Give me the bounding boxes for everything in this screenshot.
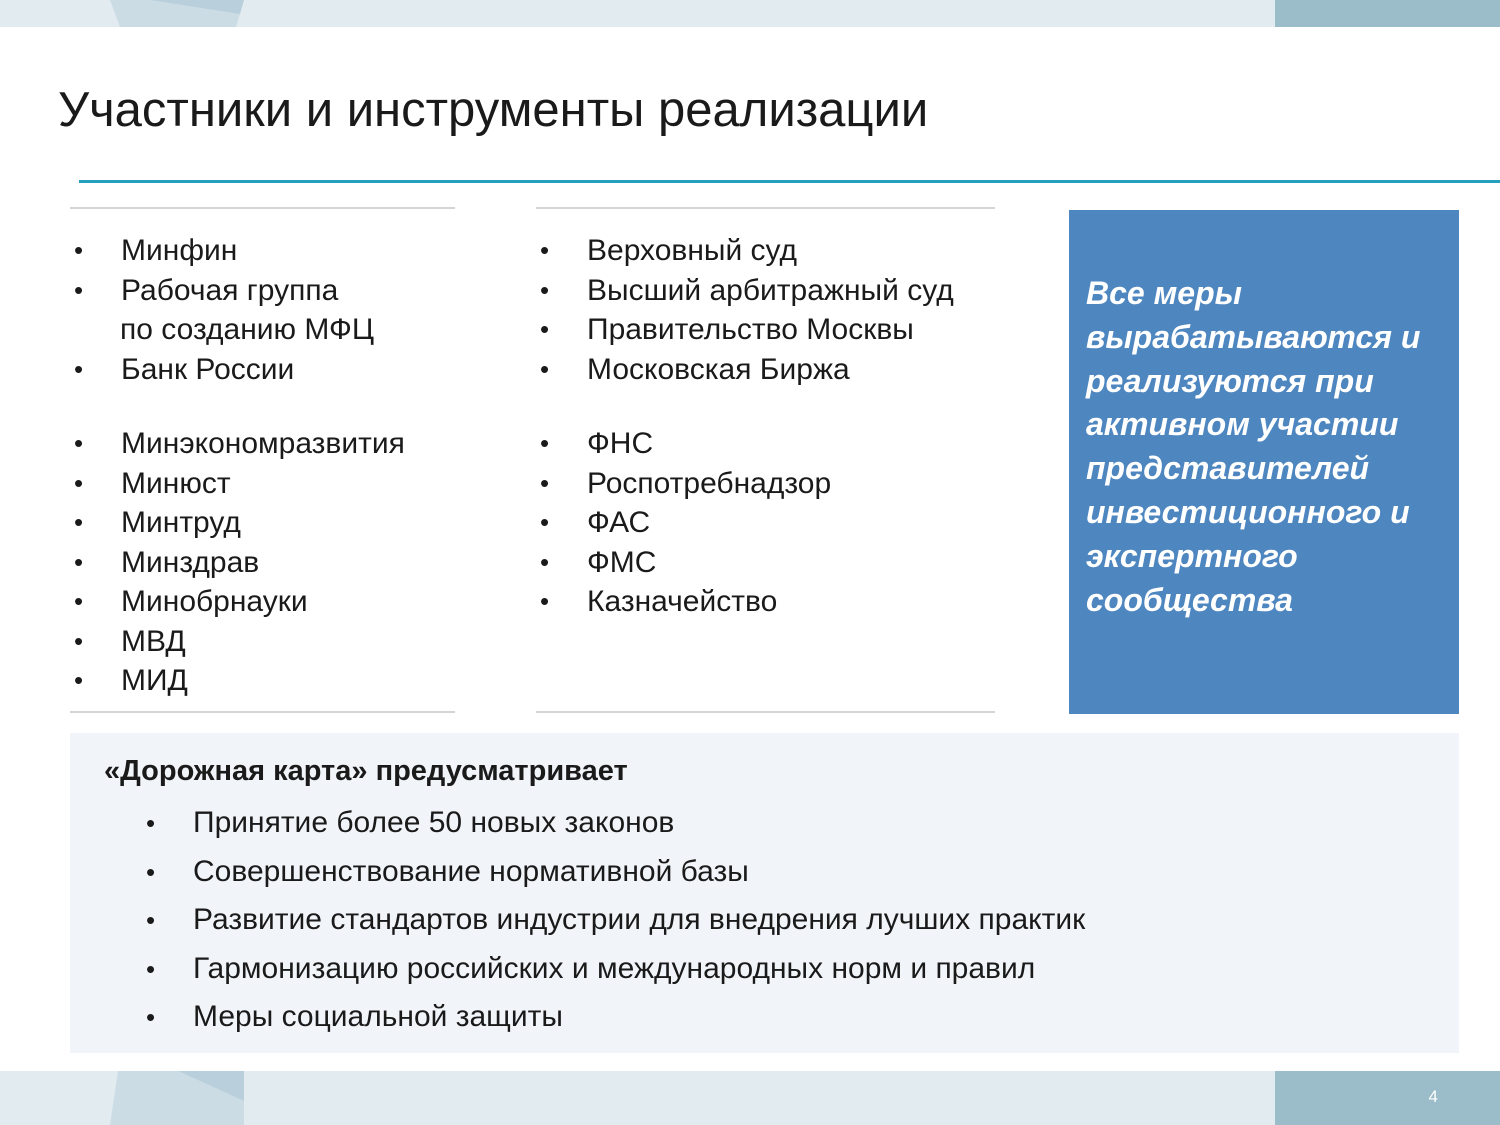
list-item: • ФМС [536,543,831,583]
list-item: • ФНС [536,424,831,464]
participants-column-middle [536,207,995,713]
highlight-box [1069,210,1459,714]
top-decorative-band [0,0,1500,27]
participants-mid-top-list [536,231,954,389]
list-item: • Роспотребнадзор [536,464,831,504]
list-item: • Московская Биржа [536,350,954,390]
participants-left-top-list [70,231,374,389]
list-item: • Рабочая группа [70,271,374,311]
list-item: • Минздрав [70,543,405,583]
slide-title: Участники и инструменты реализации [58,83,929,137]
roadmap-list [144,799,1085,1042]
top-band-shapes [0,0,1500,27]
roadmap-item: • Гармонизацию российских и международных норм и правил [144,945,1085,994]
roadmap-item: • Принятие более 50 новых законов [144,799,1085,848]
list-item: • Правительство Москвы [536,310,954,350]
list-item: • Верховный суд [536,231,954,271]
list-item: • Банк России [70,350,374,390]
list-item: • Минэкономразвития [70,424,405,464]
list-item: • ФАС [536,503,831,543]
list-item: • Высший арбитражный суд [536,271,954,311]
roadmap-item: • Меры социальной защиты [144,993,1085,1042]
title-underline [79,180,1500,183]
list-item: • МВД [70,622,405,662]
list-item: • МИД [70,661,405,701]
roadmap-item: • Развитие стандартов индустрии для внедрения лучших практик [144,896,1085,945]
list-item: • Казначейство [536,582,831,622]
participants-left-bottom-list [70,424,405,701]
participants-mid-bottom-list [536,424,831,622]
bottom-band-shapes [0,1071,1500,1125]
page-number: 4 [1428,1087,1438,1106]
list-item-continuation [70,310,374,350]
bottom-decorative-band [0,1071,1500,1125]
participants-column-left [70,207,455,713]
continuation-text: по созданию МФЦ [120,313,375,346]
highlight-text: Все меры вырабатываются и реализуются при активном участии представителей инвестиционного и экспертного сообщества [1086,275,1421,618]
list-item: • Минюст [70,464,405,504]
roadmap-box [70,733,1459,1053]
list-item: • Минтруд [70,503,405,543]
list-item: • Минфин [70,231,374,271]
roadmap-item: • Совершенствование нормативной базы [144,848,1085,897]
roadmap-heading: «Дорожная карта» предусматривает [104,755,628,787]
list-item: • Минобрнауки [70,582,405,622]
